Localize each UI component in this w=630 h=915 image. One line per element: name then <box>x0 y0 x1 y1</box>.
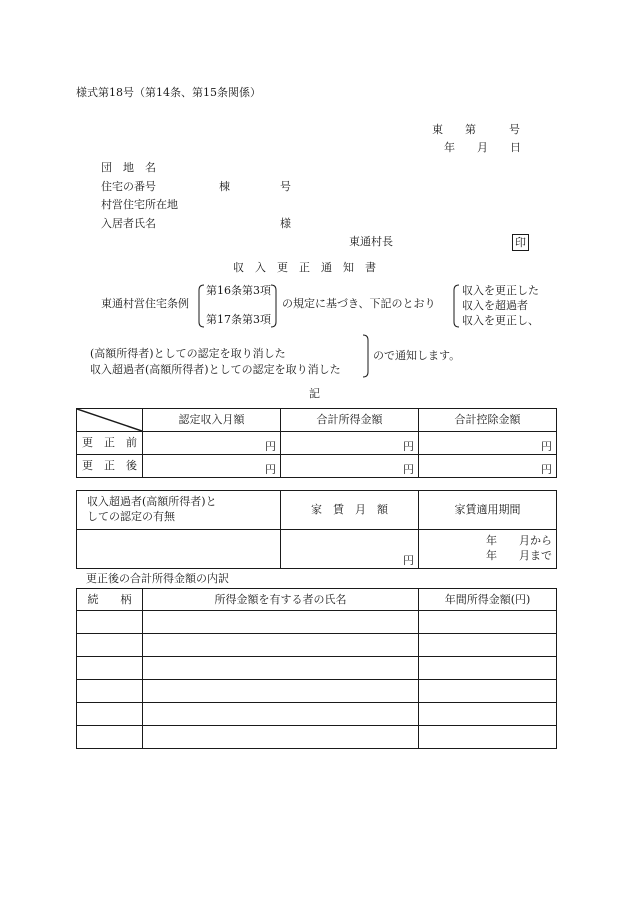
relation-cell <box>77 611 143 634</box>
table-row <box>77 611 557 634</box>
table-row <box>77 657 557 680</box>
unit-cell: 円 <box>143 432 281 455</box>
table-row <box>77 680 557 703</box>
annual-income-cell <box>419 680 557 703</box>
right-brace-open <box>452 284 460 328</box>
person-name-cell <box>143 726 419 749</box>
relation-cell <box>77 726 143 749</box>
person-name-cell <box>143 611 419 634</box>
breakdown-table <box>76 588 557 749</box>
header-yachin: 家 賃 月 額 <box>281 491 419 530</box>
clause-a: 第16条第3項 <box>206 284 271 297</box>
clause-b: 第17条第3項 <box>206 313 271 326</box>
person-name-cell <box>143 634 419 657</box>
table-row <box>77 530 557 569</box>
header-nintei: 認定収入月額 <box>143 409 281 432</box>
header-person-name: 所得金額を有する者の氏名 <box>143 589 419 611</box>
resident-name-label: 入居者氏名 <box>101 217 156 230</box>
header-shotoku: 合計所得金額 <box>281 409 419 432</box>
body-line2-a: (高額所得者)としての認定を取り消した <box>90 347 286 360</box>
body-middle-text: の規定に基づき、下記のとおり <box>282 297 436 310</box>
option-2: 収入を超過者 <box>462 299 528 312</box>
rent-table <box>76 490 557 569</box>
to-label: 棟 <box>219 180 230 193</box>
relation-cell <box>77 680 143 703</box>
ordinance-name: 東通村営住宅条例 <box>101 297 189 310</box>
table-row <box>77 726 557 749</box>
annual-income-cell <box>419 726 557 749</box>
table-row <box>77 703 557 726</box>
option-3: 収入を更正し、 <box>462 314 539 327</box>
right-brace-close <box>362 334 370 378</box>
left-brace-open <box>197 284 205 328</box>
issuer-name: 東通村長 <box>349 235 393 248</box>
relation-cell <box>77 657 143 680</box>
seal-mark: 印 <box>512 234 529 251</box>
unit-cell: 円 <box>419 432 557 455</box>
issue-date: 年 月 日 <box>444 141 521 154</box>
header-kojo: 合計控除金額 <box>419 409 557 432</box>
header-nintei-umu: 収入超過者(高額所得者)と しての認定の有無 <box>77 491 281 530</box>
sama-label: 様 <box>280 217 291 230</box>
unit-cell: 円 <box>281 432 419 455</box>
danchi-label: 団 地 名 <box>101 161 156 174</box>
annual-income-cell <box>419 703 557 726</box>
rent-unit: 円 <box>281 530 419 569</box>
left-brace-close <box>270 284 278 328</box>
jutaku-number-label: 住宅の番号 <box>101 180 156 193</box>
body-line2-b: 収入超過者(高額所得者)としての認定を取り消した <box>90 363 341 376</box>
nintei-umu-value <box>77 530 281 569</box>
annual-income-cell <box>419 657 557 680</box>
relation-cell <box>77 634 143 657</box>
relation-cell <box>77 703 143 726</box>
row-label-before: 更 正 前 <box>77 432 143 455</box>
person-name-cell <box>143 703 419 726</box>
go-label: 号 <box>280 180 291 193</box>
document-title: 収 入 更 正 通 知 書 <box>233 261 376 274</box>
period-cell: 年 月から 年 月まで <box>419 530 557 569</box>
person-name-cell <box>143 657 419 680</box>
income-table <box>76 408 557 478</box>
diagonal-cell <box>77 409 143 432</box>
table-row <box>77 634 557 657</box>
unit-cell: 円 <box>281 455 419 478</box>
annual-income-cell <box>419 611 557 634</box>
annual-income-cell <box>419 634 557 657</box>
address-label: 村営住宅所在地 <box>101 198 178 211</box>
table-row <box>77 455 557 478</box>
header-period: 家賃適用期間 <box>419 491 557 530</box>
row-label-after: 更 正 後 <box>77 455 143 478</box>
form-number: 様式第18号（第14条、第15条関係） <box>76 86 261 99</box>
person-name-cell <box>143 680 419 703</box>
body-line2-end: ので通知します。 <box>373 349 461 362</box>
breakdown-title: 更正後の合計所得金額の内訳 <box>86 572 229 585</box>
table-row <box>77 432 557 455</box>
header-relation: 続 柄 <box>77 589 143 611</box>
unit-cell: 円 <box>419 455 557 478</box>
unit-cell: 円 <box>143 455 281 478</box>
reference-number: 東 第 号 <box>432 123 520 136</box>
option-1: 収入を更正した <box>462 284 539 297</box>
ki-marker: 記 <box>309 387 320 400</box>
header-annual-income: 年間所得金額(円) <box>419 589 557 611</box>
